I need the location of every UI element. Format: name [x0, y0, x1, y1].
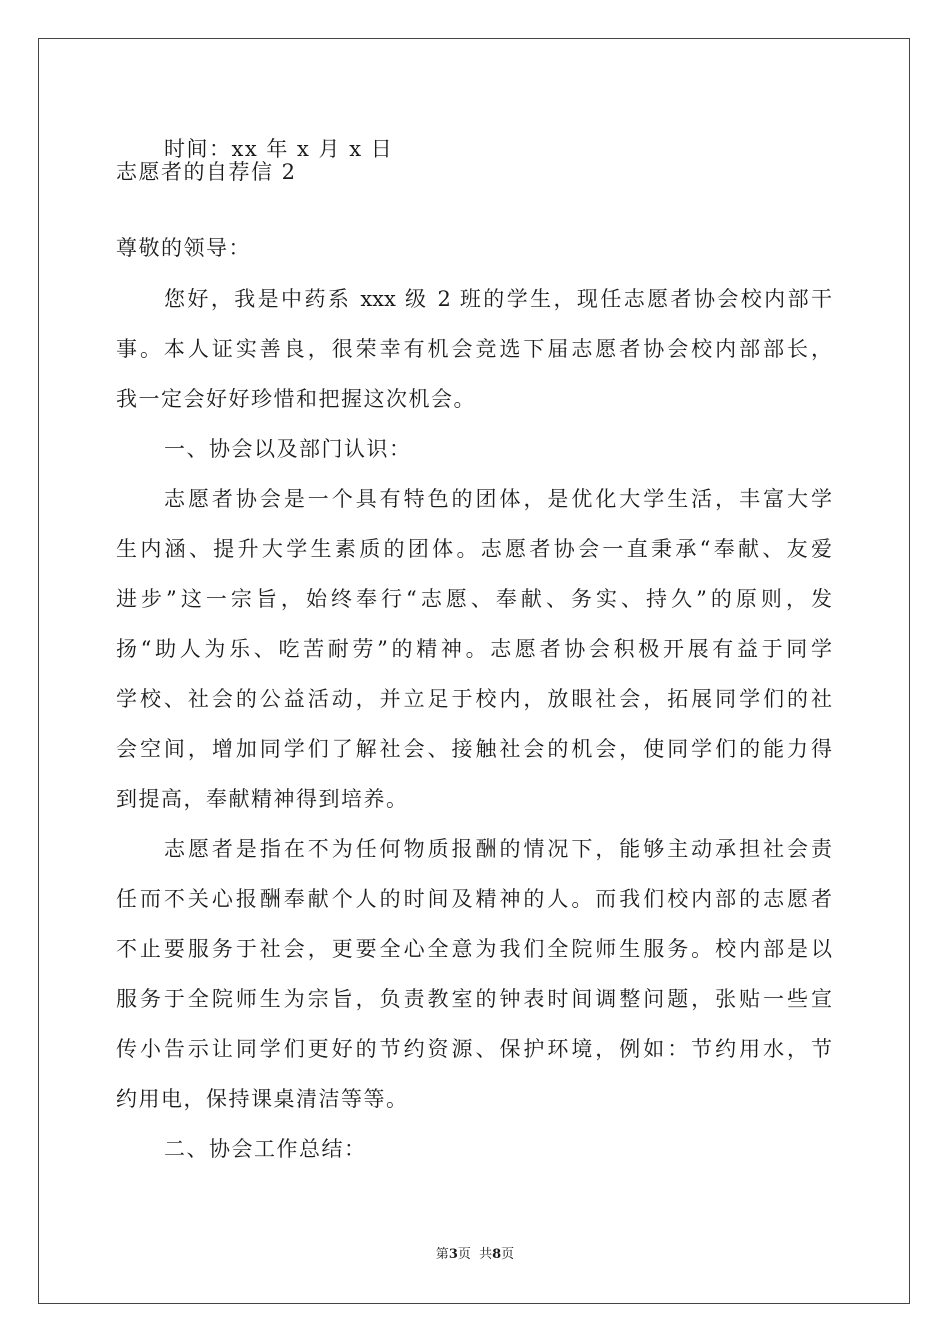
footer-suffix: 页 [501, 1247, 515, 1262]
paragraph-line: 生内涵、提升大学生素质的团体。志愿者协会一直秉承“奉献、友爱 [116, 537, 832, 561]
salutation: 尊敬的领导： [116, 236, 251, 260]
letter-title: 志愿者的自荐信 2 [116, 160, 297, 184]
page-number-footer [0, 1246, 950, 1264]
total-pages: 8 [492, 1247, 502, 1262]
paragraph-line: 任而不关心报酬奉献个人的时间及精神的人。而我们校内部的志愿者 [116, 887, 832, 911]
page-border [38, 38, 910, 1304]
paragraph-line: 事。本人证实善良，很荣幸有机会竞选下届志愿者协会校内部部长， [116, 337, 832, 361]
footer-prefix: 第 [435, 1247, 449, 1262]
current-page: 3 [448, 1247, 458, 1262]
paragraph-line: 进步”这一宗旨，始终奉行“志愿、奉献、务实、持久”的原则，发 [116, 587, 832, 611]
paragraph-line: 扬“助人为乐、吃苦耐劳”的精神。志愿者协会积极开展有益于同学 [116, 637, 832, 661]
paragraph-line: 学校、社会的公益活动，并立足于校内，放眼社会，拓展同学们的社 [116, 687, 832, 711]
paragraph-line: 不止要服务于社会，更要全心全意为我们全院师生服务。校内部是以 [116, 937, 832, 961]
paragraph-line: 约用电，保持课桌清洁等等。 [116, 1087, 409, 1111]
paragraph-line: 会空间，增加同学们了解社会、接触社会的机会，使同学们的能力得 [116, 737, 832, 761]
paragraph-line: 志愿者协会是一个具有特色的团体，是优化大学生活，丰富大学 [164, 487, 832, 511]
footer-mid: 页 共 [457, 1247, 493, 1262]
paragraph-line: 志愿者是指在不为任何物质报酬的情况下，能够主动承担社会责 [164, 837, 832, 861]
paragraph-line: 您好，我是中药系 xxx 级 2 班的学生，现任志愿者协会校内部干 [164, 287, 832, 311]
section-heading: 一、协会以及部门认识： [164, 437, 412, 461]
section-heading: 二、协会工作总结： [164, 1137, 367, 1161]
date-line: 时间：xx 年 x 月 x 日 [164, 137, 394, 161]
paragraph-line: 传小告示让同学们更好的节约资源、保护环境，例如：节约用水，节 [116, 1037, 832, 1061]
paragraph-line: 到提高，奉献精神得到培养。 [116, 787, 409, 811]
paragraph-line: 服务于全院师生为宗旨，负责教室的钟表时间调整问题，张贴一些宣 [116, 987, 832, 1011]
paragraph-line: 我一定会好好珍惜和把握这次机会。 [116, 387, 476, 411]
